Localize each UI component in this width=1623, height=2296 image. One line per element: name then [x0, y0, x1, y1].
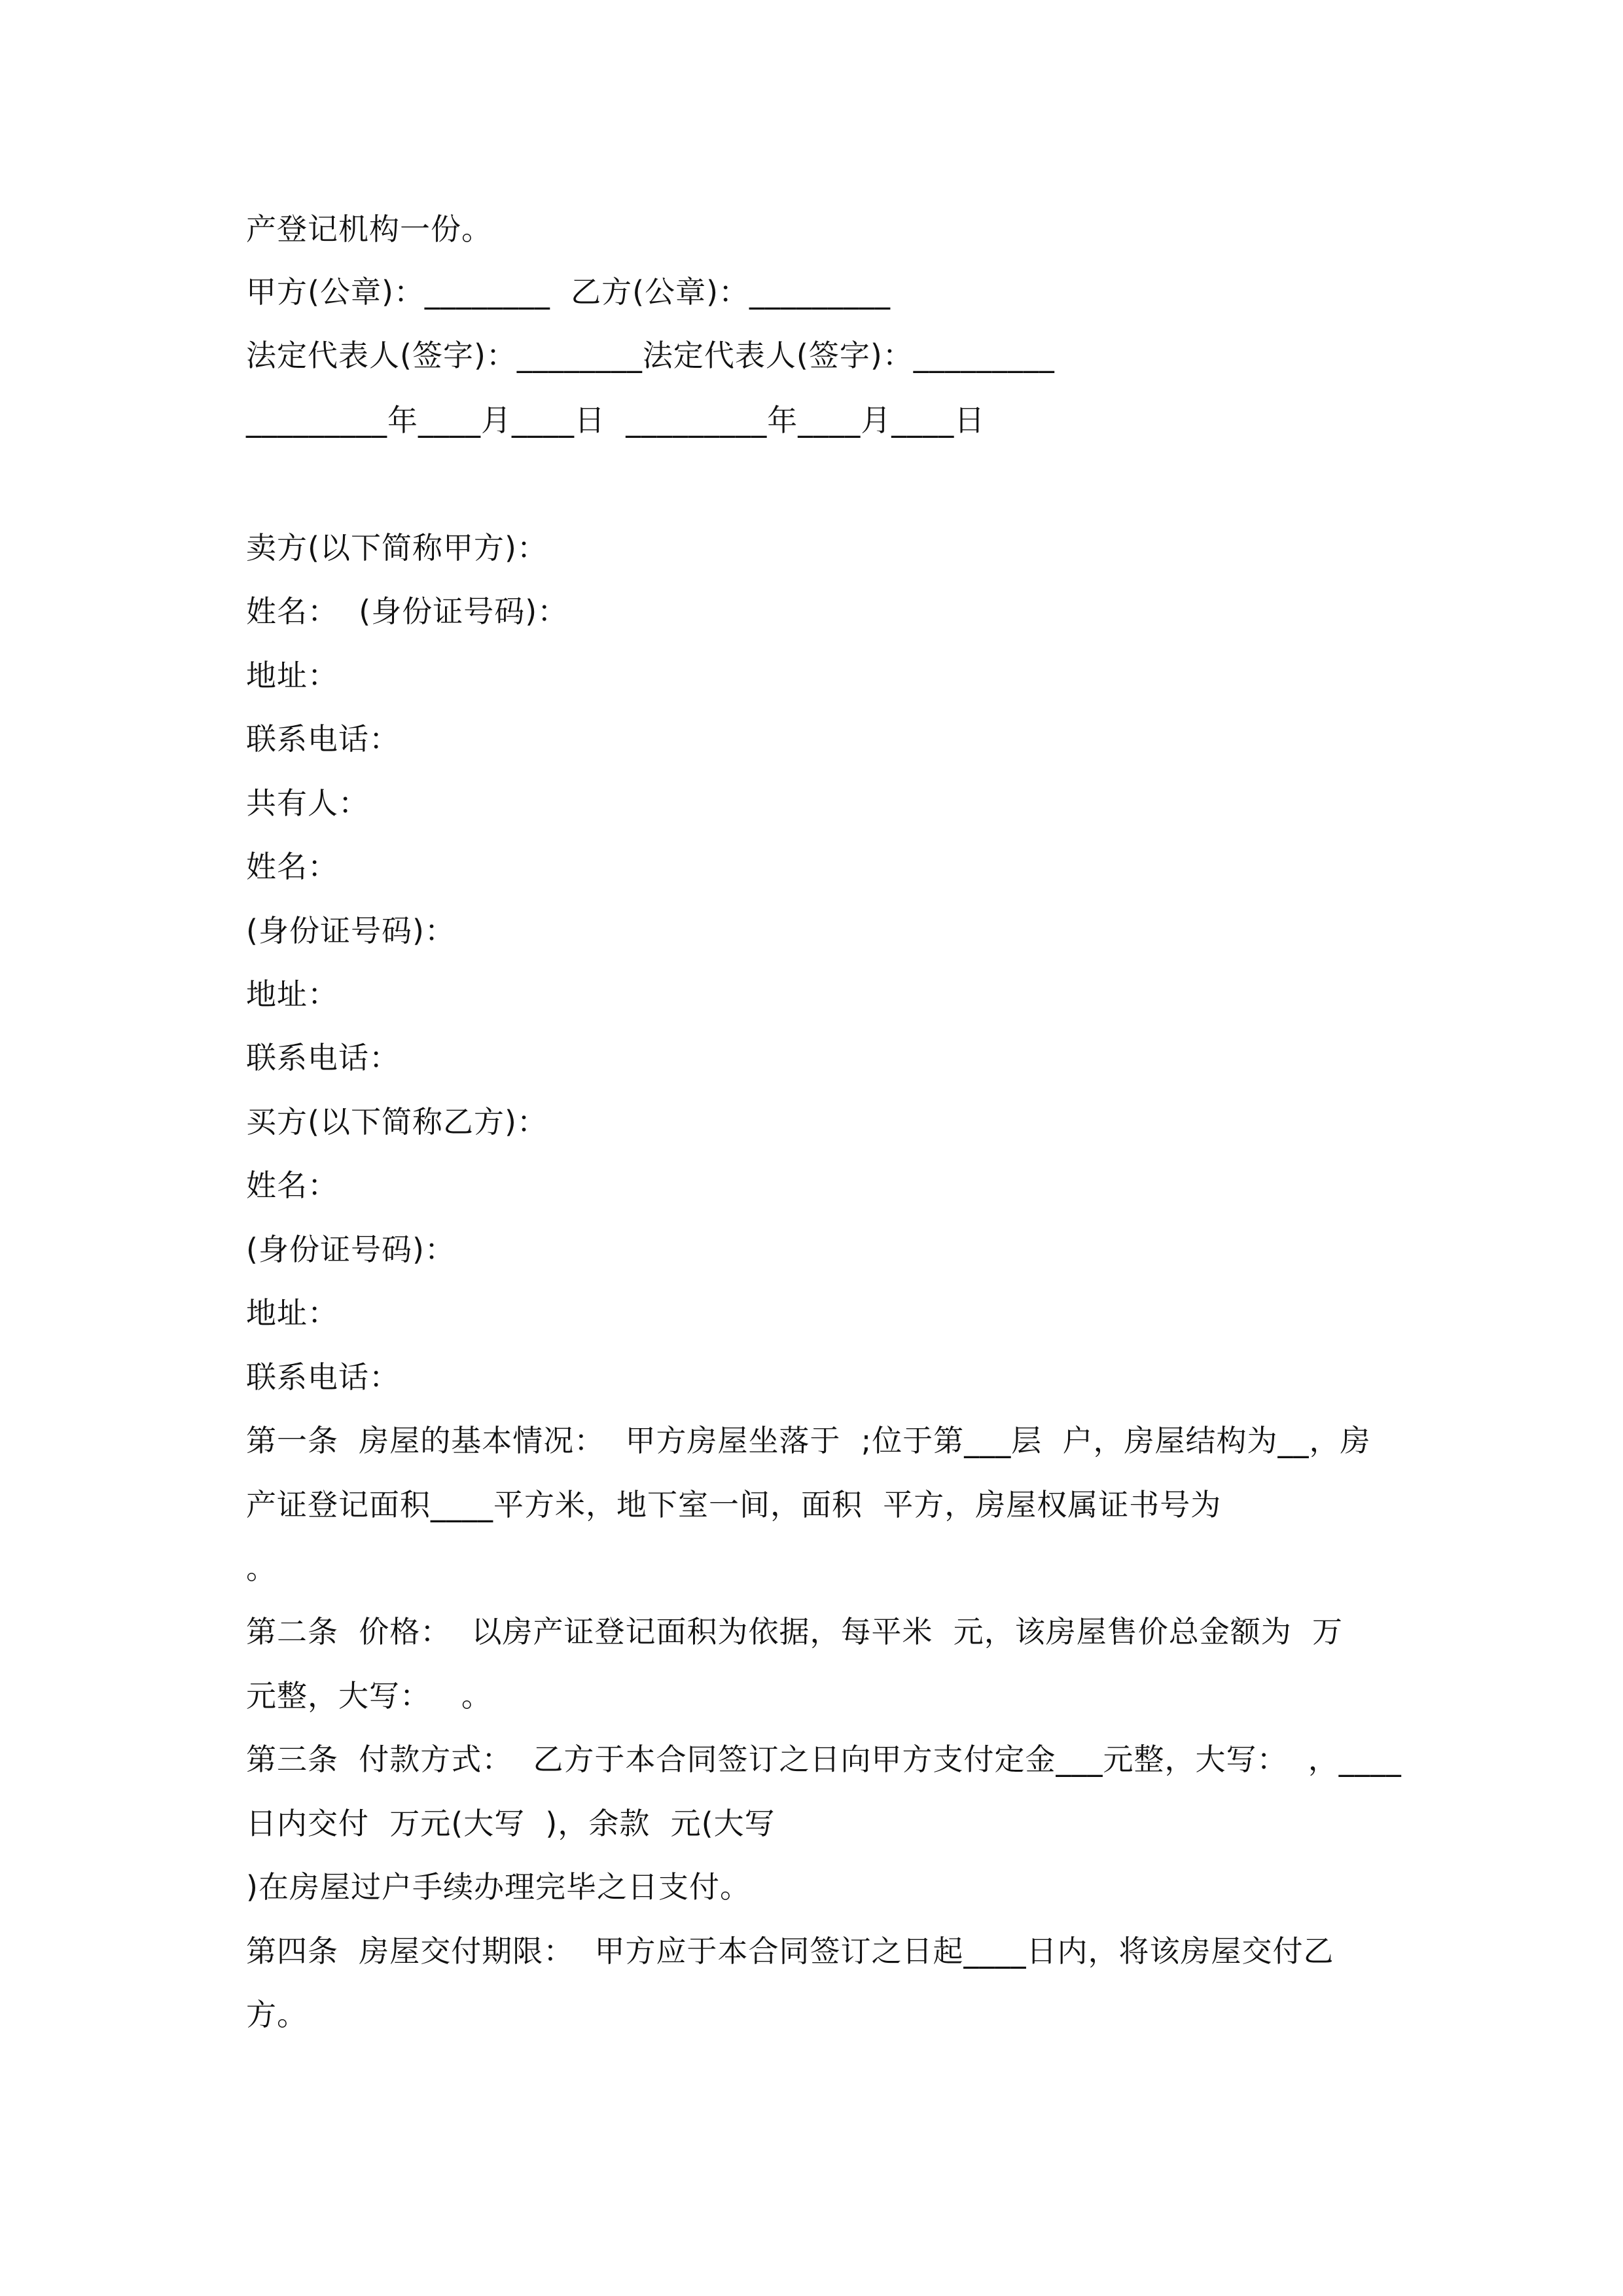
text-line-buyer-id: (身份证号码)：: [246, 1232, 455, 1267]
text-line-co-owner-address: 地址：: [246, 977, 338, 1012]
text-line-article-2-cont: 元整，大写： 。: [246, 1678, 492, 1713]
text-line-seller-phone: 联系电话：: [246, 721, 400, 757]
text-line-article-1-end: 。: [246, 1551, 277, 1586]
text-line-buyer-heading: 买方(以下简称乙方)：: [246, 1104, 548, 1139]
text-line-continuation: 产登记机构一份。: [246, 211, 492, 247]
text-line-buyer-phone: 联系电话：: [246, 1359, 400, 1395]
text-line-co-owner-name: 姓名：: [246, 849, 338, 884]
text-line-seller-address: 地址：: [246, 658, 338, 693]
text-line-buyer-address: 地址：: [246, 1295, 338, 1331]
text-line-party-seals: 甲方(公章)：________ 乙方(公章)：_________: [246, 274, 891, 310]
text-line-article-3: 第三条 付款方式： 乙方于本合同签订之日向甲方支付定金___元整，大写： ，____: [246, 1742, 1402, 1777]
text-line-article-1-cont: 产证登记面积____平方米，地下室一间，面积 平方，房屋权属证书号为: [246, 1487, 1222, 1522]
text-line-seller-heading: 卖方(以下简称甲方)：: [246, 530, 548, 565]
text-line-article-4-end: 方。: [246, 1997, 308, 2032]
text-line-signing-dates: _________年____月____日 _________年____月____日: [246, 403, 986, 438]
text-line-article-2: 第二条 价格： 以房产证登记面积为依据，每平米 元，该房屋售价总金额为 万: [246, 1614, 1343, 1649]
text-line-co-owner-id: (身份证号码)：: [246, 913, 455, 948]
text-line-buyer-name: 姓名：: [246, 1168, 338, 1203]
text-line-seller-name: 姓名： (身份证号码)：: [246, 594, 569, 629]
text-line-article-3-cont: 日内交付 万元(大写 )，余款 元(大写: [246, 1806, 776, 1841]
text-line-co-owner-heading: 共有人：: [246, 785, 369, 821]
text-line-legal-representatives: 法定代表人(签字)：________法定代表人(签字)：_________: [246, 338, 1055, 373]
text-line-article-4: 第四条 房屋交付期限： 甲方应于本合同签订之日起____日内，将该房屋交付乙: [246, 1933, 1334, 1969]
text-line-article-3-end: )在房屋过户手续办理完毕之日支付。: [246, 1869, 751, 1905]
text-line-article-1: 第一条 房屋的基本情况： 甲方房屋坐落于 ;位于第___层 户，房屋结构为__，房: [246, 1423, 1371, 1458]
text-line-co-owner-phone: 联系电话：: [246, 1040, 400, 1075]
